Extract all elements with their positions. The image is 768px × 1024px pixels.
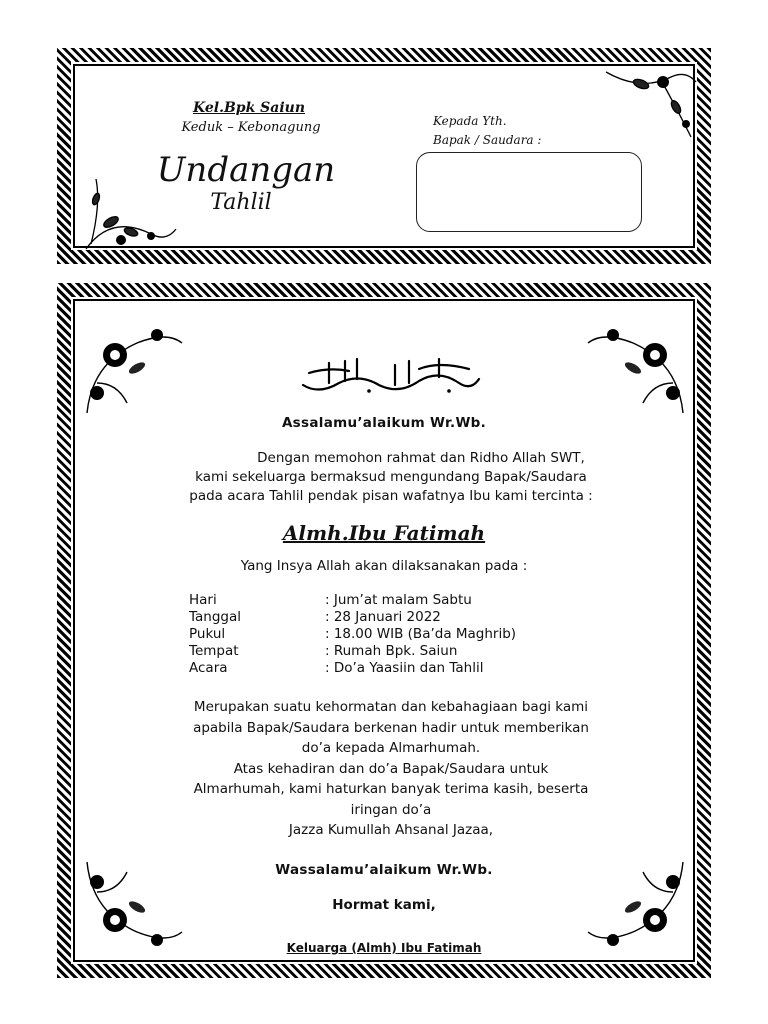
sender-name: Kel.Bpk Saiun <box>192 100 305 116</box>
event-details <box>189 592 516 677</box>
sender-address: Keduk – Kebonagung <box>181 120 321 135</box>
recipient-label: Kepada Yth. Bapak / Saudara : <box>433 114 542 147</box>
detail-row: Tempat : Rumah Bpk. Saiun <box>189 643 458 659</box>
respect-line: Hormat kami, <box>332 897 436 913</box>
recipient-address-box <box>416 152 642 232</box>
intro-paragraph: Dengan memohon rahmat dan Ridho Allah SWT, kami sekeluarga bermaksud mengundang Bapak/Saudara pada acara Tahlil pendak pisan wafatnya Ibu kami tercinta : <box>189 450 593 504</box>
detail-row: Tanggal : 28 Januari 2022 <box>189 609 441 625</box>
floral-ornament-icon <box>81 174 181 254</box>
floral-ornament-icon <box>583 852 693 962</box>
schedule-intro: Yang Insya Allah akan dilaksanakan pada : <box>240 558 528 574</box>
deceased-name: Almh.Ibu Fatimah <box>282 521 486 545</box>
floral-ornament-icon <box>583 313 693 423</box>
floral-ornament-icon <box>77 852 187 962</box>
detail-row: Pukul : 18.00 WIB (Ba’da Maghrib) <box>189 626 517 642</box>
invitation-title: Undangan <box>156 150 336 190</box>
opening-greeting: Assalamu’alaikum Wr.Wb. <box>281 415 487 431</box>
invitation-subtitle: Tahlil <box>210 190 272 215</box>
floral-ornament-icon <box>601 62 701 142</box>
detail-row: Hari : Jum’at malam Sabtu <box>189 592 472 608</box>
envelope-card <box>57 48 711 264</box>
floral-ornament-icon <box>77 313 187 423</box>
letter-card <box>57 283 711 978</box>
closing-greeting: Wassalamu’alaikum Wr.Wb. <box>275 862 493 878</box>
detail-row: Acara : Do’a Yaasiin dan Tahlil <box>189 660 484 676</box>
bismillah-calligraphy-icon <box>299 355 483 397</box>
signature: Keluarga (Almh) Ibu Fatimah <box>286 941 482 955</box>
closing-paragraph: Merupakan suatu kehormatan dan kebahagiaan bagi kami apabila Bapak/Saudara berkenan hadir untuk memberikan do’a kepada Almarhumah. Atas kehadiran dan do’a Bapak/Saudara untuk Almarhumah, kami haturkan banyak terima kasih, beserta iringan do’a Jazza Kumullah Ahsanal Jazaa, <box>193 699 589 838</box>
